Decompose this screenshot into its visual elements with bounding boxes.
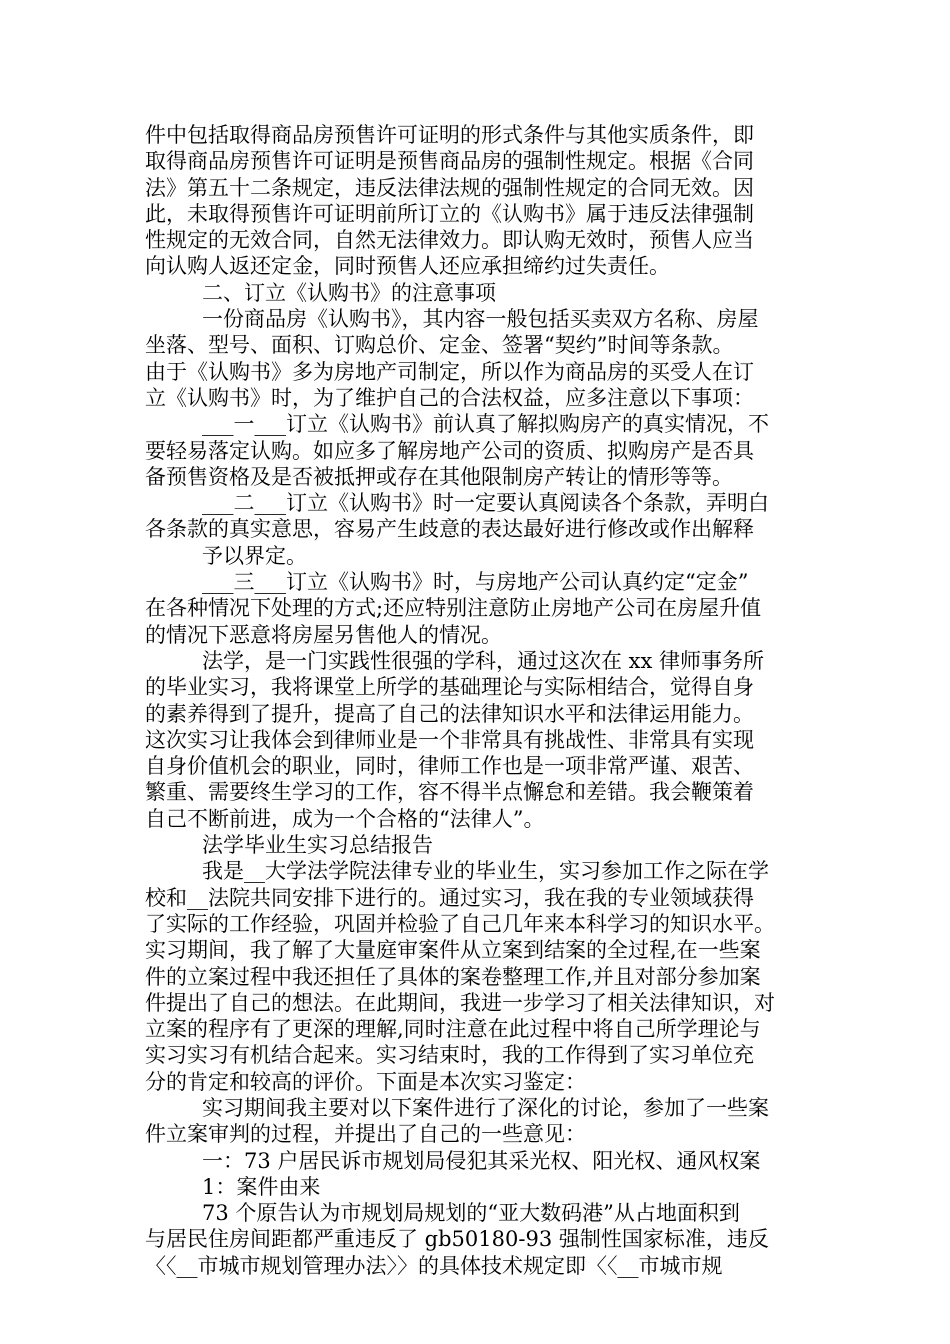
text-line: 性规定的无效合同，自然无法律效力。即认购无效时，预售人应当 — [145, 228, 754, 253]
text-line: 与居民住房间距都严重违反了 gb50180-93 强制性国家标准，违反 — [145, 1227, 769, 1252]
text-line: 件立案审判的过程，并提出了自己的一些意见： — [145, 1122, 586, 1147]
text-line: 法学毕业生实习总结报告 — [202, 833, 433, 858]
text-line: ___二___订立《认购书》时一定要认真阅读各个条款，弄明白 — [202, 491, 769, 516]
text-line: 此，未取得预售许可证明前所订立的《认购书》属于违反法律强制 — [145, 201, 754, 226]
text-line: 校和__法院共同安排下进行的。通过实习，我在我的专业领域获得 — [145, 885, 754, 910]
text-line: 件中包括取得商品房预售许可证明的形式条件与其他实质条件，即 — [145, 123, 754, 147]
text-line: 立《认购书》时，为了维护自己的合法权益，应多注意以下事项： — [145, 385, 754, 410]
text-line: 在各种情况下处理的方式;还应特别注意防止房地产公司在房屋升值 — [145, 596, 762, 621]
text-line: 73 个原告认为市规划局规划的“亚大数码港”从占地面积到 — [202, 1201, 740, 1226]
text-line: 1：案件由来 — [202, 1174, 321, 1199]
text-line: 自身价值机会的职业，同时，律师工作也是一项非常严谨、艰苦、 — [145, 754, 754, 779]
text-line: 要轻易落定认购。如应多了解房地产公司的资质、拟购房产是否具 — [145, 438, 754, 463]
text-line: 实习实习有机结合起来。实习结束时，我的工作得到了实习单位充 — [145, 1043, 754, 1068]
text-line: 实习期间，我了解了大量庭审案件从立案到结案的全过程,在一些案 — [145, 938, 761, 963]
text-line: 件提出了自己的想法。在此期间，我进一步学习了相关法律知识，对 — [145, 990, 775, 1015]
text-line: 这次实习让我体会到律师业是一个非常具有挑战性、非常具有实现 — [145, 727, 754, 752]
text-line: 我是__大学法学院法律专业的毕业生，实习参加工作之际在学 — [202, 859, 769, 884]
text-line: 件的立案过程中我还担任了具体的案卷整理工作,并且对部分参加案 — [145, 964, 761, 989]
text-line: 〈〈__市城市规划管理办法〉〉的具体技术规定即〈〈__市城市规 — [145, 1253, 723, 1278]
text-line: 自己不断前进，成为一个合格的“法律人”。 — [145, 806, 545, 831]
text-line: 立案的程序有了更深的理解,同时注意在此过程中将自己所学理论与 — [145, 1017, 761, 1042]
text-line: 法学，是一门实践性很强的学科，通过这次在 xx 律师事务所 — [202, 648, 765, 673]
text-line: 各条款的真实意思，容易产生歧意的表达最好进行修改或作出解释 — [145, 517, 754, 542]
text-line: 法》第五十二条规定，违反法律法规的强制性规定的合同无效。因 — [145, 175, 754, 200]
text-line: 分的肯定和较高的评价。下面是本次实习鉴定： — [145, 1069, 586, 1094]
text-line: 一：73 户居民诉市规划局侵犯其采光权、阳光权、通风权案 — [202, 1148, 761, 1173]
text-line: 的情况下恶意将房屋另售他人的情况。 — [145, 622, 502, 647]
text-line: 取得商品房预售许可证明是预售商品房的强制性规定。根据《合同 — [145, 149, 754, 174]
text-line: 一份商品房《认购书》，其内容一般包括买卖双方名称、房屋 — [202, 307, 759, 332]
text-line: 向认购人返还定金，同时预售人还应承担缔约过失责任。 — [145, 254, 670, 279]
text-line: 了实际的工作经验，巩固并检验了自己几年来本科学习的知识水平。 — [145, 911, 775, 936]
text-line: 的素养得到了提升，提高了自己的法律知识水平和法律运用能力。 — [145, 701, 754, 726]
text-line: 由于《认购书》多为房地产司制定，所以作为商品房的买受人在订 — [145, 359, 754, 384]
text-line: ___一___订立《认购书》前认真了解拟购房产的真实情况，不 — [202, 412, 769, 437]
text-line: 坐落、型号、面积、订购总价、定金、签署“契约”时间等条款。 — [145, 333, 734, 358]
text-line: 备预售资格及是否被抵押或存在其他限制房产转让的情形等等。 — [145, 464, 733, 489]
document-body — [145, 122, 825, 1279]
text-line: 予以界定。 — [202, 543, 307, 568]
text-line: ___三___订立《认购书》时，与房地产公司认真约定“定金” — [202, 570, 749, 595]
text-line: 实习期间我主要对以下案件进行了深化的讨论，参加了一些案 — [202, 1095, 769, 1120]
text-line: 繁重、需要终生学习的工作，容不得半点懈怠和差错。我会鞭策着 — [145, 780, 754, 805]
text-line: 的毕业实习，我将课堂上所学的基础理论与实际相结合，觉得自身 — [145, 675, 754, 700]
text-line: 二、订立《认购书》的注意事项 — [202, 280, 496, 305]
